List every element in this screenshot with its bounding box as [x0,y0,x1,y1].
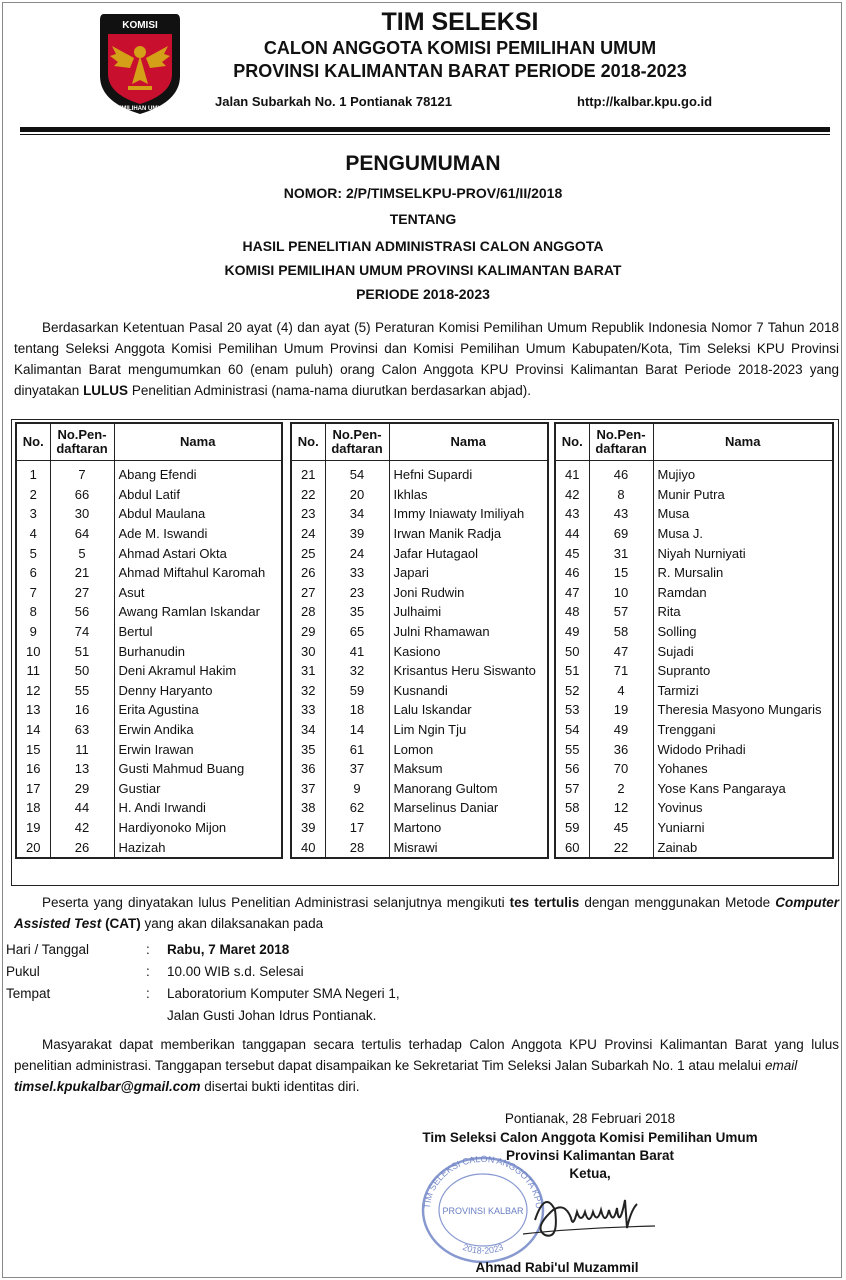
cell-reg: 49 [589,720,653,740]
results-table-col-1 [15,422,283,859]
cell-no: 37 [291,779,325,799]
table-row [555,681,833,701]
cell-name: Supranto [653,661,833,681]
email-link[interactable]: timsel.kpukalbar@gmail.com [14,1079,201,1094]
schedule-separator: : [146,986,150,1001]
table-row [16,700,282,720]
cell-no: 4 [16,524,50,544]
table-row [291,622,548,642]
cell-name: Julni Rhamawan [389,622,548,642]
table-row [291,504,548,524]
table-row [291,543,548,563]
cell-name: Immy Iniawaty Imiliyah [389,504,548,524]
cell-name: Krisantus Heru Siswanto [389,661,548,681]
table-row [291,485,548,505]
announcement-number: NOMOR: 2/P/TIMSELKPU-PROV/61/II/2018 [283,185,563,201]
svg-text:TIM SELEKSI CALON ANGGOTA KPU: TIM SELEKSI CALON ANGGOTA KPU [421,1153,545,1210]
table-row [16,543,282,563]
cell-no: 15 [16,739,50,759]
cell-name: Yovinus [653,798,833,818]
table-row [555,661,833,681]
header-rule-thin [20,134,830,135]
table-row [555,524,833,544]
announcement-about: TENTANG [389,211,457,227]
cell-no: 20 [16,837,50,858]
schedule-separator: : [146,942,150,957]
cell-reg: 11 [50,739,114,759]
cell-reg: 74 [50,622,114,642]
cell-name: Kusnandi [389,681,548,701]
cell-reg: 17 [325,818,389,838]
cell-reg: 42 [50,818,114,838]
table-row [555,798,833,818]
col-header-name: Nama [389,423,548,461]
cell-no: 14 [16,720,50,740]
svg-text:PROVINSI KALBAR: PROVINSI KALBAR [442,1206,524,1216]
cell-reg: 41 [325,641,389,661]
cell-reg: 23 [325,583,389,603]
cell-reg: 5 [50,543,114,563]
table-row [291,779,548,799]
table-row [291,739,548,759]
cell-reg: 8 [589,485,653,505]
cell-reg: 43 [589,504,653,524]
cell-no: 6 [16,563,50,583]
cell-reg: 44 [50,798,114,818]
cell-reg: 13 [50,759,114,779]
cell-reg: 30 [50,504,114,524]
cell-reg: 34 [325,504,389,524]
col-header-reg: No.Pen- daftaran [589,423,653,461]
cell-no: 12 [16,681,50,701]
cell-reg: 69 [589,524,653,544]
cell-no: 43 [555,504,589,524]
table-row [555,602,833,622]
cell-name: Musa J. [653,524,833,544]
cell-name: Lomon [389,739,548,759]
col-header-name: Nama [114,423,282,461]
cell-name: Musa [653,504,833,524]
cell-name: Burhanudin [114,641,282,661]
cell-name: Manorang Gultom [389,779,548,799]
cell-no: 49 [555,622,589,642]
cell-no: 55 [555,739,589,759]
table-row [555,759,833,779]
cell-no: 44 [555,524,589,544]
cell-no: 58 [555,798,589,818]
cell-name: Erwin Irawan [114,739,282,759]
cell-no: 40 [291,837,325,858]
cell-no: 7 [16,583,50,603]
svg-text:KOMISI: KOMISI [122,20,158,31]
cell-name: Niyah Nurniyati [653,543,833,563]
cell-reg: 28 [325,837,389,858]
cell-reg: 18 [325,700,389,720]
table-row [16,504,282,524]
table-row [555,583,833,603]
col-header-no: No. [291,423,325,461]
cell-name: Ahmad Astari Okta [114,543,282,563]
org-subtitle-1: CALON ANGGOTA KOMISI PEMILIHAN UMUM [263,38,657,58]
website-link[interactable]: http://kalbar.kpu.go.id [577,94,713,109]
table-row [16,485,282,505]
table-row [291,818,548,838]
cell-name: Bertul [114,622,282,642]
cell-no: 33 [291,700,325,720]
cell-no: 34 [291,720,325,740]
table-row [291,681,548,701]
cell-reg: 46 [589,461,653,485]
cell-name: Yuniarni [653,818,833,838]
cell-no: 11 [16,661,50,681]
cell-reg: 50 [50,661,114,681]
cell-no: 28 [291,602,325,622]
cell-no: 45 [555,543,589,563]
table-row [16,739,282,759]
cell-name: Martono [389,818,548,838]
cell-no: 35 [291,739,325,759]
cell-no: 36 [291,759,325,779]
table-row [555,622,833,642]
intro-paragraph: Berdasarkan Ketentuan Pasal 20 ayat (4) dan ayat (5) Peraturan Komisi Pemilihan Umum Republik Indonesia Nomor 7 Tahun 2018 tentang Seleksi Anggota Komisi Pemilihan Umum Provinsi dan Komisi Pemilihan Umum Kabupaten/Kota, Tim Seleksi KPU Provinsi Kalimantan Barat mengumumkan 60 (enam puluh) orang Calon Anggota KPU Provinsi Kalimantan Barat Periode 2018-2023 yang dinyatakan LULUS Penelitian Administrasi (nama-nama diurutkan berdasarkan abjad). [14,320,839,398]
cell-reg: 71 [589,661,653,681]
cell-name: Joni Rudwin [389,583,548,603]
cell-name: Lim Ngin Tju [389,720,548,740]
signature-name: Ahmad Rabi'ul Muzammil [475,1260,639,1275]
address: Jalan Subarkah No. 1 Pontianak 78121 [215,94,452,109]
cell-name: H. Andi Irwandi [114,798,282,818]
table-row [16,641,282,661]
table-row [555,818,833,838]
cell-name: Abdul Maulana [114,504,282,524]
cell-reg: 59 [325,681,389,701]
cell-name: Ikhlas [389,485,548,505]
table-row [555,461,833,485]
cell-name: Ahmad Miftahul Karomah [114,563,282,583]
cell-reg: 58 [589,622,653,642]
cell-name: Hardiyonoko Mijon [114,818,282,838]
cell-no: 22 [291,485,325,505]
cell-name: Sujadi [653,641,833,661]
cell-no: 8 [16,602,50,622]
cell-reg: 55 [50,681,114,701]
cell-reg: 54 [325,461,389,485]
header-rule-thick [20,127,830,132]
table-row [291,759,548,779]
results-table [11,419,839,886]
cell-reg: 7 [50,461,114,485]
cell-no: 26 [291,563,325,583]
cell-name: Hazizah [114,837,282,858]
cell-no: 21 [291,461,325,485]
cell-no: 10 [16,641,50,661]
table-row [555,739,833,759]
table-row [16,524,282,544]
cell-name: Ramdan [653,583,833,603]
schedule-place-value-1: Laboratorium Komputer SMA Negeri 1, [167,986,400,1001]
cell-reg: 51 [50,641,114,661]
table-row [16,461,282,485]
cell-reg: 56 [50,602,114,622]
cell-reg: 21 [50,563,114,583]
cell-reg: 15 [589,563,653,583]
cell-no: 5 [16,543,50,563]
cell-no: 23 [291,504,325,524]
signature-role: Ketua, [569,1166,611,1181]
cell-reg: 70 [589,759,653,779]
table-row [291,641,548,661]
table-row [555,779,833,799]
cell-name: Zainab [653,837,833,858]
schedule-time-label: Pukul [6,964,40,979]
table-row [16,818,282,838]
org-title: TIM SELEKSI [381,8,539,36]
feedback-paragraph: Masyarakat dapat memberikan tanggapan secara tertulis terhadap Calon Anggota KPU Provinsi Kalimantan Barat yang lulus penelitian administrasi. Tanggapan tersebut dapat disampaikan ke Sekretariat Tim Seleksi Jalan Subarkah No. 1 atau melalui email timsel.kpukalbar@gmail.com disertai bukti identitas diri. [14,1037,839,1094]
cell-no: 9 [16,622,50,642]
cell-reg: 45 [589,818,653,838]
cell-reg: 12 [589,798,653,818]
cell-name: Abdul Latif [114,485,282,505]
table-row [16,779,282,799]
kpu-logo [94,6,186,116]
handwritten-signature [515,1180,665,1250]
cell-name: Misrawi [389,837,548,858]
cell-name: Awang Ramlan Iskandar [114,602,282,622]
table-row [291,720,548,740]
org-subtitle-2: PROVINSI KALIMANTAN BARAT PERIODE 2018-2023 [233,61,687,81]
cell-reg: 32 [325,661,389,681]
announcement-heading-3: PERIODE 2018-2023 [356,286,490,302]
table-row [291,563,548,583]
cell-name: Japari [389,563,548,583]
cell-no: 31 [291,661,325,681]
table-row [16,798,282,818]
svg-text:PEMILIHAN UMUM: PEMILIHAN UMUM [113,106,167,112]
cell-name: Gusti Mahmud Buang [114,759,282,779]
cell-reg: 27 [50,583,114,603]
col-header-no: No. [16,423,50,461]
table-row [16,837,282,858]
cell-no: 13 [16,700,50,720]
cell-name: Gustiar [114,779,282,799]
table-row [291,700,548,720]
cell-name: Abang Efendi [114,461,282,485]
cell-no: 25 [291,543,325,563]
cell-name: Widodo Prihadi [653,739,833,759]
cell-no: 32 [291,681,325,701]
cell-no: 46 [555,563,589,583]
schedule-time-value: 10.00 WIB s.d. Selesai [167,964,304,979]
cell-name: Asut [114,583,282,603]
cell-name: Erita Agustina [114,700,282,720]
cell-name: Kasiono [389,641,548,661]
announcement-title: PENGUMUMAN [345,152,501,175]
cell-no: 42 [555,485,589,505]
table-row [555,837,833,858]
table-row [555,504,833,524]
cell-reg: 66 [50,485,114,505]
results-table-col-2 [290,422,549,859]
cell-name: Rita [653,602,833,622]
cell-no: 57 [555,779,589,799]
table-row [16,720,282,740]
cell-no: 29 [291,622,325,642]
cell-no: 41 [555,461,589,485]
cell-reg: 63 [50,720,114,740]
cell-no: 2 [16,485,50,505]
cell-reg: 24 [325,543,389,563]
schedule-date-label: Hari / Tanggal [6,942,90,957]
cell-no: 50 [555,641,589,661]
svg-text:2018-2023: 2018-2023 [461,1241,505,1256]
cell-name: Marselinus Daniar [389,798,548,818]
signature-place-date: Pontianak, 28 Februari 2018 [504,1111,676,1126]
cell-reg: 57 [589,602,653,622]
cell-reg: 20 [325,485,389,505]
table-row [291,837,548,858]
cell-name: Yose Kans Pangaraya [653,779,833,799]
cell-reg: 61 [325,739,389,759]
cell-name: Lalu Iskandar [389,700,548,720]
cell-name: R. Mursalin [653,563,833,583]
cell-no: 47 [555,583,589,603]
cell-reg: 26 [50,837,114,858]
cell-reg: 22 [589,837,653,858]
test-notice-paragraph: Peserta yang dinyatakan lulus Penelitian Administrasi selanjutnya mengikuti tes tertulis dengan menggunakan Metode Computer Assisted Test (CAT) yang akan dilaksanakan pada [14,895,839,931]
cell-name: Yohanes [653,759,833,779]
table-row [555,543,833,563]
cell-reg: 9 [325,779,389,799]
table-row [291,524,548,544]
table-row [555,720,833,740]
cell-name: Trenggani [653,720,833,740]
cell-reg: 33 [325,563,389,583]
table-row [291,661,548,681]
table-row [291,461,548,485]
table-row [16,583,282,603]
cell-no: 54 [555,720,589,740]
cell-reg: 29 [50,779,114,799]
cell-name: Maksum [389,759,548,779]
announcement-heading-1: HASIL PENELITIAN ADMINISTRASI CALON ANGGOTA [242,238,604,254]
cell-no: 3 [16,504,50,524]
table-row [555,641,833,661]
table-row [16,681,282,701]
cell-no: 24 [291,524,325,544]
cell-no: 19 [16,818,50,838]
table-row [16,759,282,779]
cell-no: 16 [16,759,50,779]
col-header-no: No. [555,423,589,461]
table-row [555,700,833,720]
cell-reg: 2 [589,779,653,799]
table-row [555,485,833,505]
cell-name: Hefni Supardi [389,461,548,485]
cell-reg: 10 [589,583,653,603]
schedule-place-value-2: Jalan Gusti Johan Idrus Pontianak. [167,1008,377,1023]
cell-reg: 39 [325,524,389,544]
cell-name: Irwan Manik Radja [389,524,548,544]
cell-reg: 64 [50,524,114,544]
cell-no: 17 [16,779,50,799]
cell-name: Ade M. Iswandi [114,524,282,544]
announcement-heading-2: KOMISI PEMILIHAN UMUM PROVINSI KALIMANTAN BARAT [224,262,622,278]
cell-no: 59 [555,818,589,838]
cell-reg: 36 [589,739,653,759]
cell-no: 30 [291,641,325,661]
cell-name: Tarmizi [653,681,833,701]
cell-reg: 14 [325,720,389,740]
signature-org-1: Tim Seleksi Calon Anggota Komisi Pemilihan Umum [422,1130,758,1145]
table-row [291,602,548,622]
results-table-col-3 [554,422,834,859]
cell-reg: 16 [50,700,114,720]
cell-no: 52 [555,681,589,701]
cell-no: 38 [291,798,325,818]
schedule-date-value: Rabu, 7 Maret 2018 [167,942,290,957]
cell-no: 53 [555,700,589,720]
table-row [16,602,282,622]
cell-no: 60 [555,837,589,858]
cell-no: 39 [291,818,325,838]
cell-reg: 35 [325,602,389,622]
cell-no: 51 [555,661,589,681]
cell-reg: 47 [589,641,653,661]
cell-reg: 37 [325,759,389,779]
cell-no: 27 [291,583,325,603]
cell-name: Theresia Masyono Mungaris [653,700,833,720]
cell-reg: 19 [589,700,653,720]
col-header-reg: No.Pen- daftaran [50,423,114,461]
table-row [16,622,282,642]
cell-reg: 31 [589,543,653,563]
cell-no: 1 [16,461,50,485]
cell-reg: 4 [589,681,653,701]
cell-no: 18 [16,798,50,818]
cell-name: Munir Putra [653,485,833,505]
cell-name: Solling [653,622,833,642]
col-header-reg: No.Pen- daftaran [325,423,389,461]
cell-no: 56 [555,759,589,779]
cell-no: 48 [555,602,589,622]
cell-name: Deni Akramul Hakim [114,661,282,681]
col-header-name: Nama [653,423,833,461]
table-row [16,661,282,681]
schedule-separator: : [146,964,150,979]
cell-name: Jafar Hutagaol [389,543,548,563]
schedule-place-label: Tempat [6,986,51,1001]
table-row [291,583,548,603]
table-row [555,563,833,583]
cell-name: Denny Haryanto [114,681,282,701]
cell-reg: 62 [325,798,389,818]
cell-name: Erwin Andika [114,720,282,740]
cell-reg: 65 [325,622,389,642]
table-row [291,798,548,818]
cell-name: Julhaimi [389,602,548,622]
table-row [16,563,282,583]
cell-name: Mujiyo [653,461,833,485]
signature-org-2: Provinsi Kalimantan Barat [505,1148,675,1163]
